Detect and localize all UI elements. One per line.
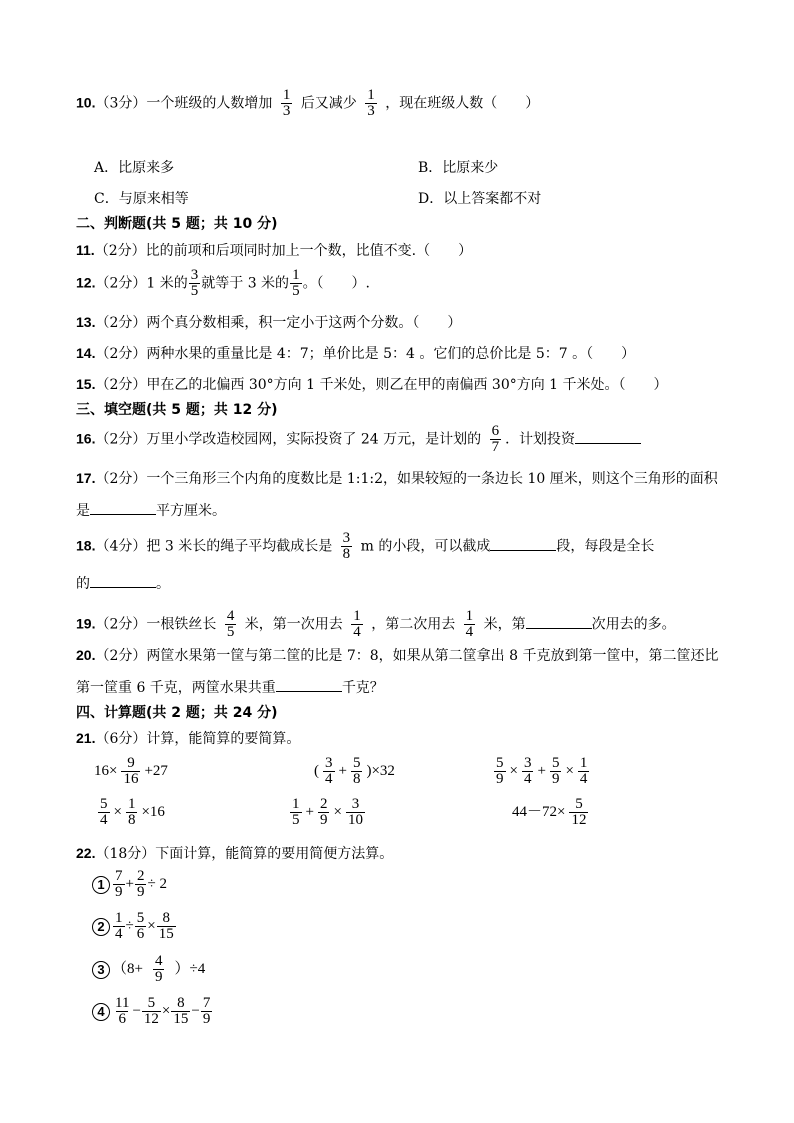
question-number: 15. [76,376,96,392]
fraction: $\frac{6}{7}$ [491,423,500,455]
question-score: （18分） [95,846,156,862]
section-heading-judgment: 二、判断题(共 5 题；共 10 分) [76,216,278,232]
question-text: 一根铁丝长 [146,616,217,633]
question-text: m 的小段，可以截成 [360,538,491,555]
question-text: 次用去的多。 [591,616,676,633]
question-text: 两种水果的重量比是 4：7；单价比是 5：4 。它们的总价比是 5：7 。（ ） [146,346,636,362]
fraction: $\frac{1}{5}$ [292,267,300,299]
question-text: 万里小学改造校园网，实际投资了 24 万元，是计划的 [146,431,482,448]
question-number: 10. [76,94,96,111]
q21-expression-3: $\frac{5}{9}$ × $\frac{3}{4}$ + $\frac{5}{9}$ × $\frac{1}{4}$ [496,755,588,787]
answer-blank[interactable] [90,573,156,588]
q16-line [76,424,641,455]
section-heading-calculation: 四、计算题(共 2 题；共 24 分) [76,705,278,721]
circled-number: 1 [92,876,110,894]
fraction: $\frac{3}{4}$ [523,755,532,787]
question-score: （2分） [95,346,147,362]
fraction: $\frac{5}{9}$ [496,755,504,787]
q13-line [76,313,461,332]
question-score: （6分） [95,731,147,747]
fraction: $\frac{1}{3}$ [282,87,291,119]
question-text: 后又减少 [300,95,357,112]
question-number: 16. [76,430,96,447]
q19-line [76,609,676,640]
question-score: （2分） [95,431,147,448]
question-number: 22. [76,845,96,861]
question-text: 两筐水果第一筐与第二筐的比是 7：8，如果从第二筐拿出 8 千克放到第一筐中，第二筐还比 [146,648,719,664]
answer-blank[interactable] [490,536,556,551]
question-score: （2分） [95,471,147,487]
q21-expression-6: 44－72× $\frac{5}{12}$ [512,796,587,828]
fraction: $\frac{4}{5}$ [226,608,235,640]
fraction: $\frac{1}{4}$ [115,910,123,942]
question-text: 两个真分数相乘，积一定小于这两个分数。（ ） [146,315,462,331]
q20-line-2 [76,677,384,697]
question-number: 20. [76,647,96,663]
question-text: 是 [76,503,90,519]
fraction: $\frac{7}{9}$ [202,995,211,1027]
fraction: $\frac{3}{8}$ [342,530,351,562]
option-d[interactable]: D．以上答案都不对 [418,191,542,207]
option-b[interactable]: B．比原来少 [418,160,499,176]
question-number: 12. [76,274,96,291]
question-text: ，第二次用去 [371,616,456,633]
question-score: （2分） [95,648,147,664]
fraction: $\frac{7}{9}$ [115,868,123,900]
question-score: （2分） [95,616,147,633]
question-score: （2分） [94,243,146,259]
question-number: 19. [76,615,96,632]
question-score: （4分） [95,538,147,555]
answer-blank[interactable] [575,429,641,444]
question-text: 就等于 3 米的 [201,275,290,292]
circled-number: 3 [92,961,110,979]
question-number: 17. [76,470,96,486]
q21-line [76,729,300,748]
answer-blank[interactable] [276,677,342,692]
fraction: $\frac{3}{5}$ [190,267,199,299]
question-number: 11. [76,242,95,258]
fraction: $\frac{5}{12}$ [143,995,159,1027]
question-text: ．计划投资 [505,431,576,448]
fraction: $\frac{2}{9}$ [319,796,328,828]
fraction: $\frac{1}{8}$ [127,796,136,828]
fraction: $\frac{3}{10}$ [347,796,363,828]
question-text: 段，每段是全长 [556,538,655,555]
q22-expression-2: 2 $\frac{1}{4}$ ÷ $\frac{5}{6}$ × $\frac{8}{15}$ [92,911,177,942]
q21-expression-2: ( $\frac{3}{4}$ + $\frac{5}{8}$ )×32 [314,755,395,787]
question-text: 一个班级的人数增加 [146,95,273,112]
q21-expression-1: 16× $\frac{9}{16}$ +27 [94,755,168,787]
q18-line-1 [76,531,654,562]
q14-line [76,344,635,363]
answer-blank[interactable] [90,500,156,515]
fraction: $\frac{5}{6}$ [136,910,145,942]
question-text: 比的前项和后项同时加上一个数，比值不变.（ ） [145,243,473,259]
fraction: $\frac{4}{9}$ [154,953,163,985]
fraction: $\frac{1}{5}$ [292,796,300,828]
fraction: $\frac{1}{4}$ [353,608,361,640]
fraction: $\frac{8}{15}$ [173,995,189,1027]
q15-line [76,375,668,394]
question-score: （2分） [95,275,147,292]
q22-line [76,844,393,863]
question-text: 下面计算，能简算的要用简便方法算。 [155,846,394,862]
question-number: 21. [76,730,96,746]
answer-blank[interactable] [526,614,592,629]
option-a[interactable]: A．比原来多 [94,160,175,176]
q21-expression-4: $\frac{5}{4}$ × $\frac{1}{8}$ ×16 [100,796,165,828]
fraction: $\frac{11}{6}$ [115,995,130,1027]
question-text: 一个三角形三个内角的度数比是 1:1:2，如果较短的一条边长 10 厘米，则这个三角形的面积 [146,471,718,487]
question-score: （3分） [95,95,147,112]
q22-expression-4: 4 $\frac{11}{6}$ − $\frac{5}{12}$ × $\frac{8}{15}$ − $\frac{7}{9}$ [92,996,213,1027]
question-text: 1 米的 [146,275,188,292]
question-text: 把 3 米长的绳子平均截成长是 [146,538,333,555]
q17-line-1 [76,469,718,488]
question-score: （2分） [95,377,147,393]
question-text: 米，第 [483,616,526,633]
fraction: $\frac{1}{4}$ [465,608,474,640]
question-number: 13. [76,314,96,330]
question-number: 14. [76,345,96,361]
section-heading-fill-blank: 三、填空题(共 5 题；共 12 分) [76,402,278,418]
q22-expression-1: 1 $\frac{7}{9}$ + $\frac{2}{9}$ ÷ 2 [92,869,167,900]
fraction: $\frac{5}{9}$ [551,755,560,787]
fraction: $\frac{9}{16}$ [123,755,139,787]
q17-line-2 [76,500,226,520]
question-text: 甲在乙的北偏西 30°方向 1 千米处，则乙在甲的南偏西 30°方向 1 千米处。（ ） [146,377,668,393]
fraction: $\frac{2}{9}$ [136,868,145,900]
question-text: 平方厘米。 [156,503,226,519]
question-text: 的 [76,576,90,592]
q12-line [76,268,370,299]
fraction: $\frac{1}{3}$ [367,87,375,119]
q10-line [76,88,539,119]
question-text: 第一筐重 6 千克，两筐水果共重 [76,680,276,696]
circled-number: 4 [92,1003,110,1021]
q11-line [76,241,472,260]
q21-expression-5: $\frac{1}{5}$ + $\frac{2}{9}$ × $\frac{3}{10}$ [292,796,363,828]
fraction: $\frac{5}{12}$ [571,796,587,828]
q22-expression-3: 3 （8+ $\frac{4}{9}$ ）÷4 [92,954,205,985]
question-text: 。（ ）. [302,275,371,292]
q18-line-2 [76,573,170,593]
question-number: 18. [76,537,96,554]
question-text: 。 [156,576,170,592]
question-text: 计算，能简算的要简算。 [146,731,301,747]
fraction: $\frac{1}{4}$ [579,755,588,787]
question-score: （2分） [95,315,147,331]
question-text: 千克？ [341,680,384,696]
fraction: $\frac{8}{15}$ [158,910,174,942]
question-text: 米，第一次用去 [244,616,343,633]
q20-line-1 [76,646,718,665]
fraction: $\frac{5}{4}$ [100,796,108,828]
circled-number: 2 [92,918,110,936]
fraction: $\frac{5}{8}$ [352,755,361,787]
fraction: $\frac{3}{4}$ [325,755,333,787]
option-c[interactable]: C．与原来相等 [94,191,189,207]
question-text: ，现在班级人数（ ） [385,95,540,112]
